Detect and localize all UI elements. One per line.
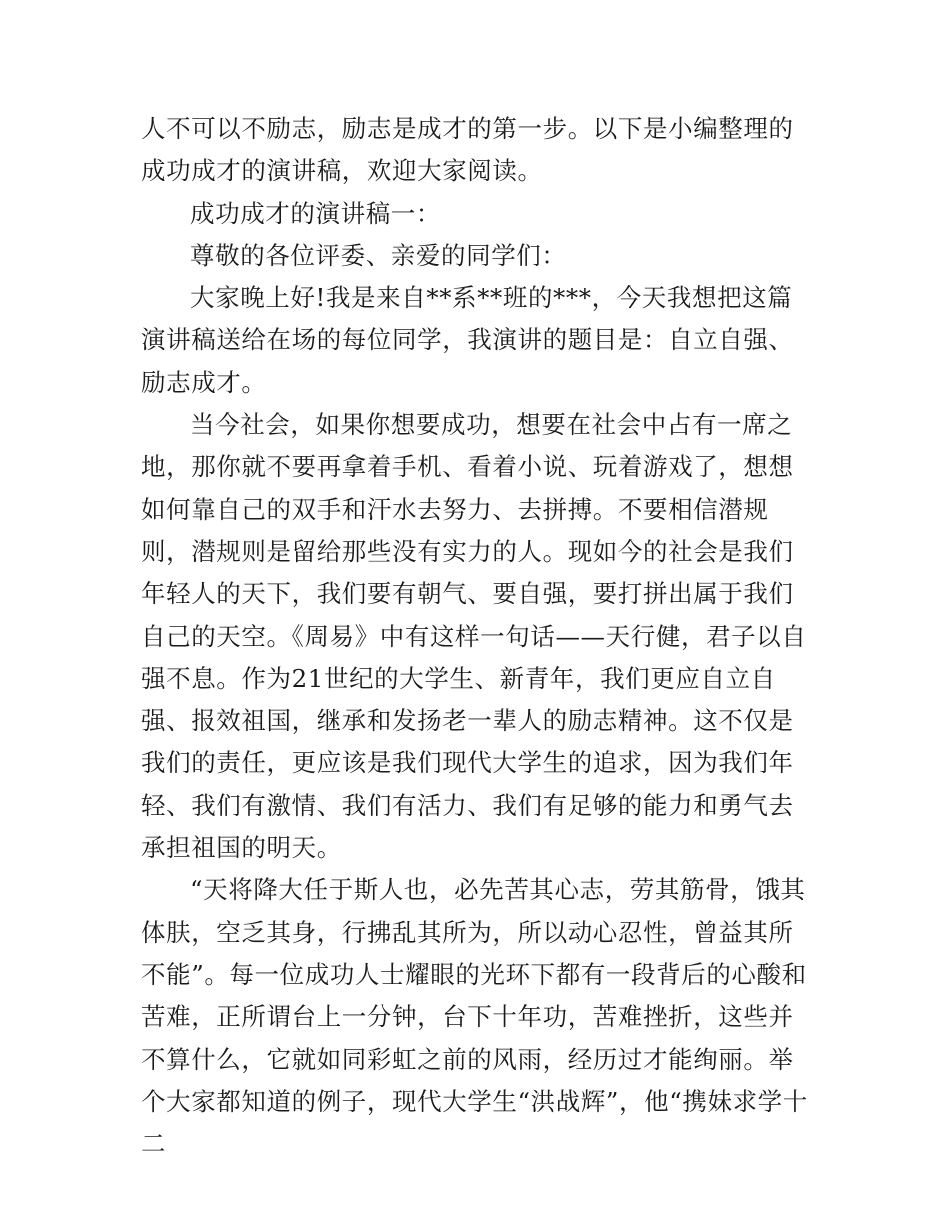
paragraph-salutation: 尊敬的各位评委、亲爱的同学们： (190, 240, 567, 270)
paragraph-quote: “天将降大任于斯人也，必先苦其心志，劳其筋骨，饿其体肤，空乏其身，行拂乱其所为，所以动心忍性，曾益其所不能”。每一位成功人士耀眼的光环下都有一段背后的心酸和苦难，正所谓台上一分钟，台下十年功，苦难挫折，这些并不算什么，它就如同彩虹之前的风雨，经历过才能绚丽。举个大家都知道的例子，现代大学生“洪战辉”，他“携妹求学十二 (141, 875, 808, 1159)
paragraph-society: 当今社会，如果你想要成功，想要在社会中占有一席之地，那你就不要再拿着手机、看着小说、玩着游戏了，想想如何靠自己的双手和汗水去努力、去拼搏。不要相信潜规则，潜规则是留给那些没有实力的人。现如今的社会是我们年轻人的天下，我们要有朝气、要自强，要打拼出属于我们自己的天空。《周易》中有这样一句话——天行健，君子以自强不息。作为21世纪的大学生、新青年，我们更应自立自强、报效祖国，继承和发扬老一辈人的励志精神。这不仅是我们的责任，更应该是我们现代大学生的追求，因为我们年轻、我们有激情、我们有活力、我们有足够的能力和勇气去承担祖国的明天。 (141, 410, 807, 863)
paragraph-intro: 人不可以不励志，励志是成才的第一步。以下是小编整理的成功成才的演讲稿，欢迎大家阅读。 (141, 114, 794, 186)
document-body (141, 108, 816, 1165)
paragraph-speech-title: 成功成才的演讲稿一： (190, 198, 441, 228)
paragraph-greeting: 大家晚上好!我是来自**系**班的***，今天我想把这篇演讲稿送给在场的每位同学，我演讲的题目是：自立自强、励志成才。 (141, 283, 794, 397)
